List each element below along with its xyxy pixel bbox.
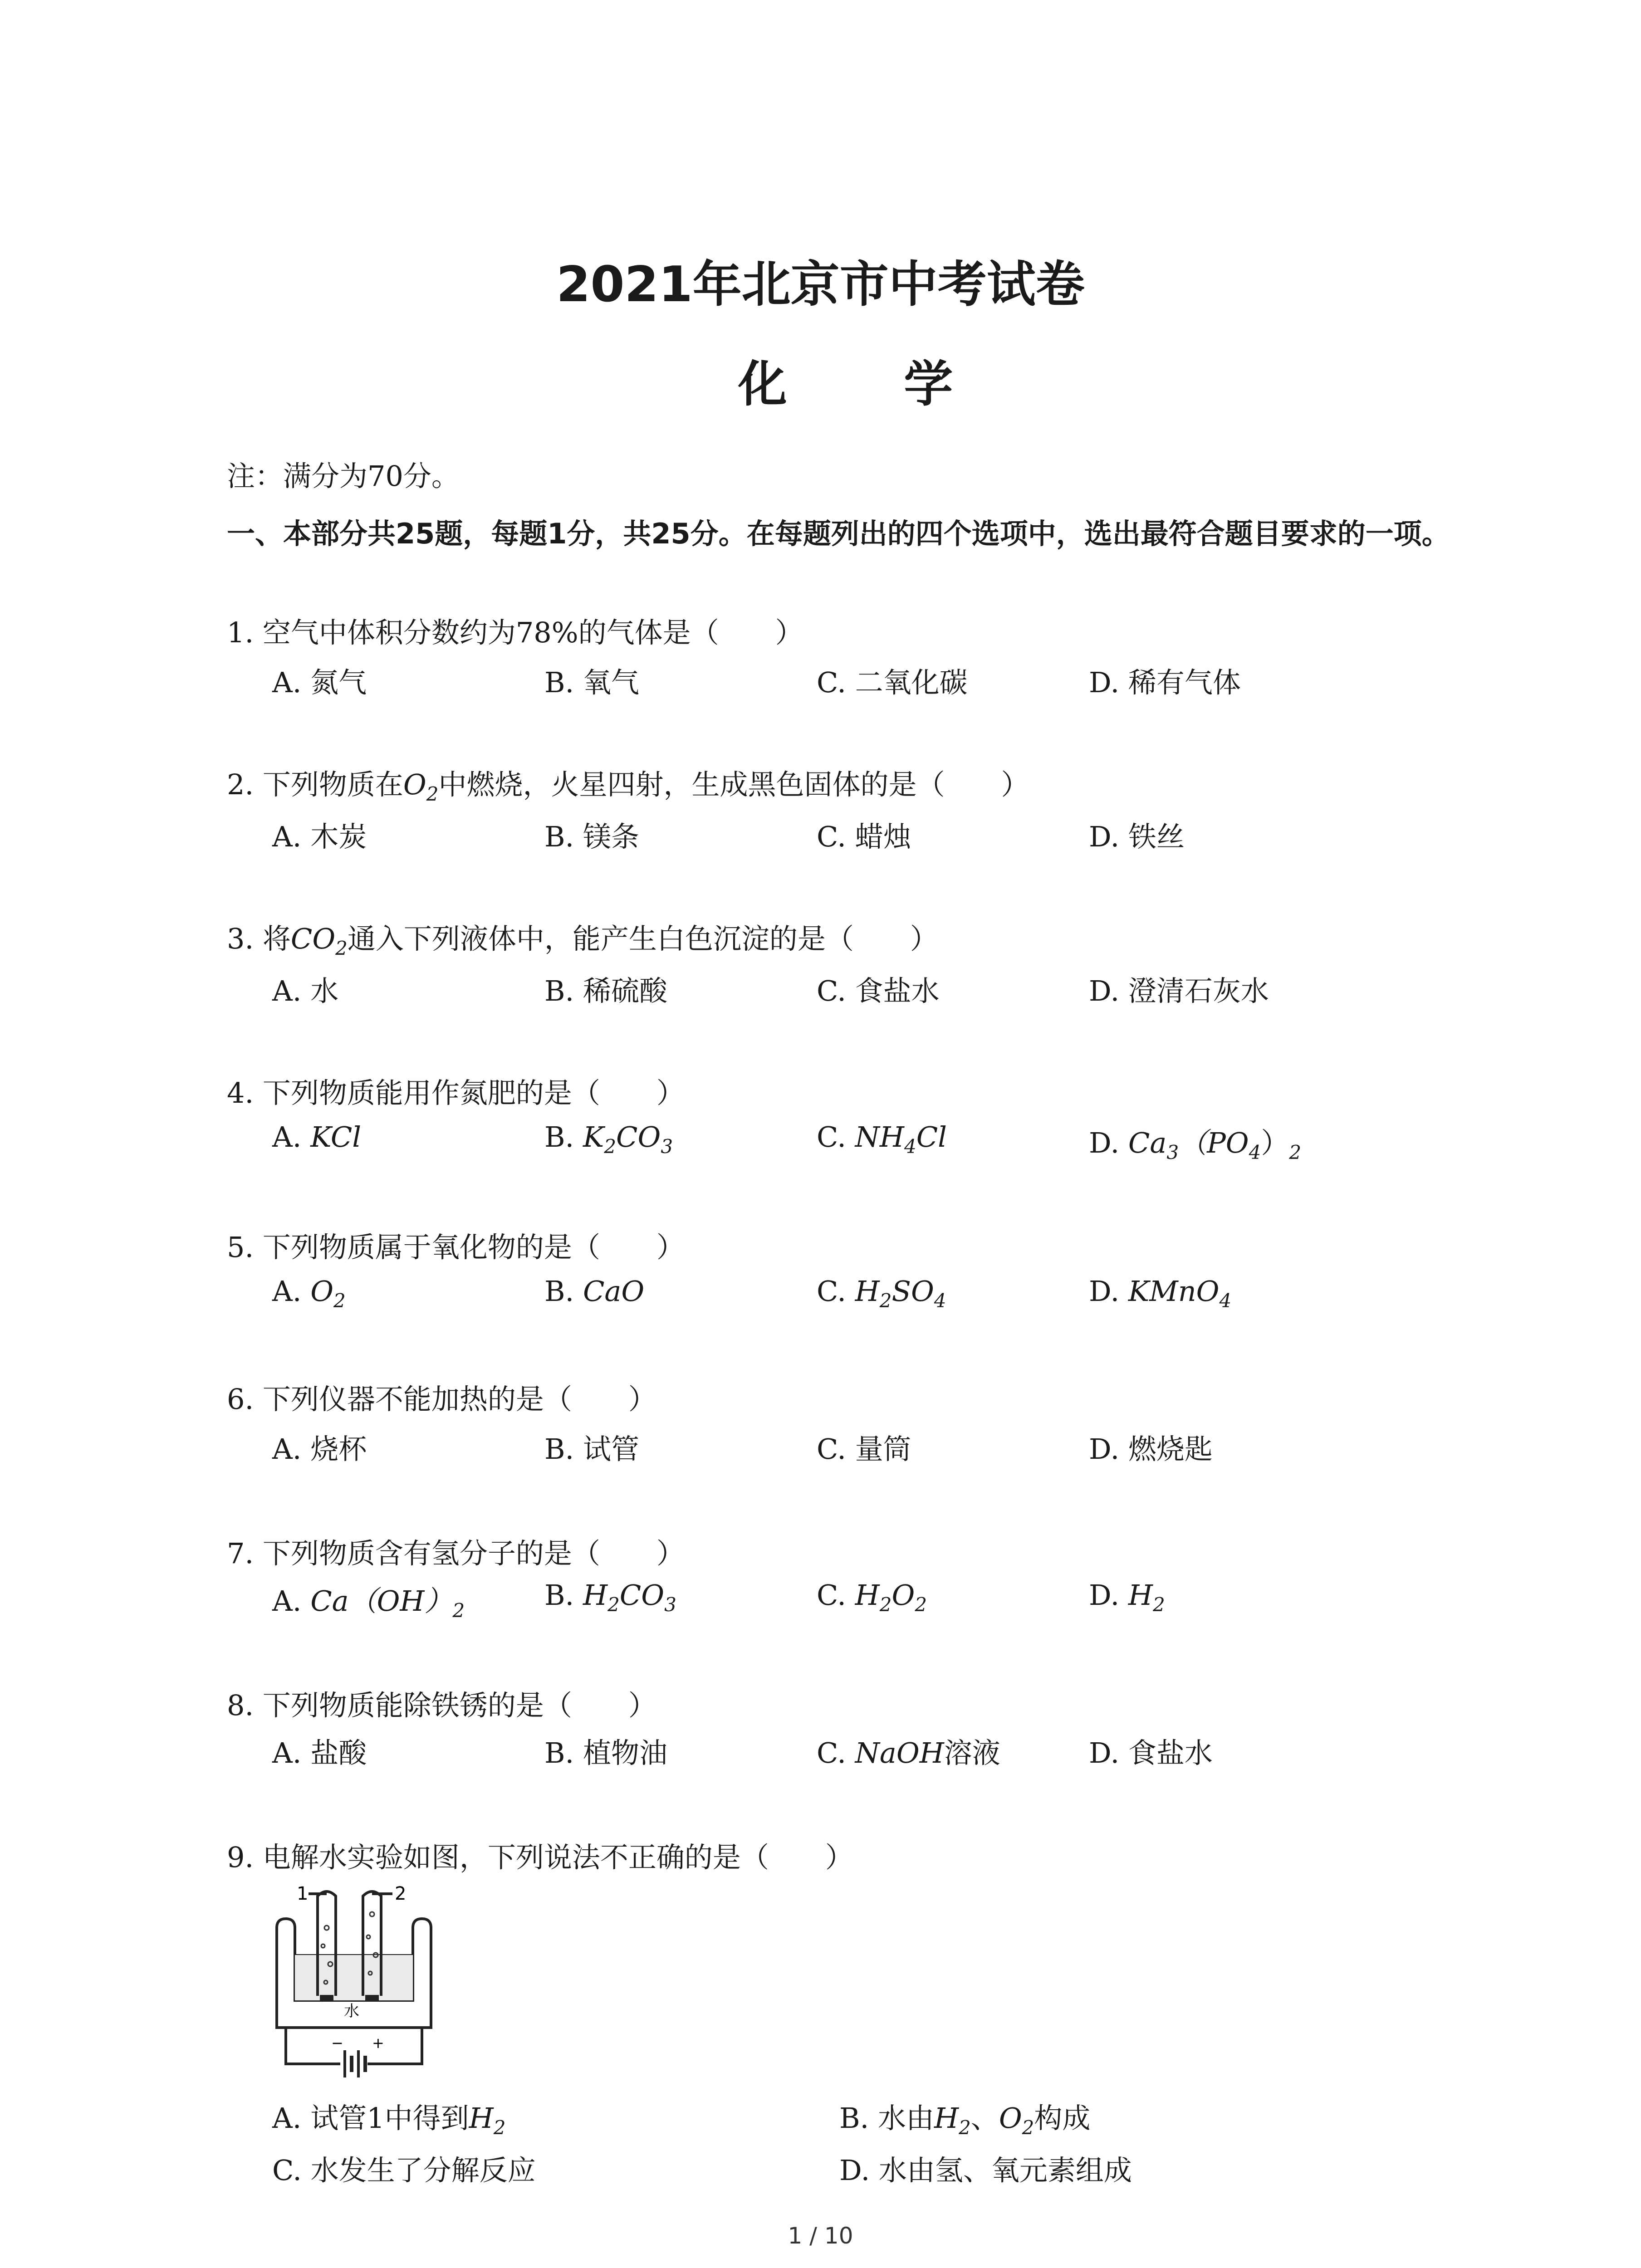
question-2-stem: 2. 下列物质在$O_2$中燃烧，火星四射，生成黑色固体的是（ ）: [227, 768, 1029, 805]
q4-option-c: C. $NH_4Cl$: [817, 1120, 947, 1158]
q9-option-c: C. 水发生了分解反应: [272, 2154, 536, 2187]
question-4-stem: 4. 下列物质能用作氮肥的是（ ）: [227, 1076, 685, 1110]
question-7-stem: 7. 下列物质含有氢分子的是（ ）: [227, 1537, 685, 1570]
cathode-electrode: [320, 1995, 333, 2000]
q6-option-a: A. 烧杯: [272, 1432, 367, 1466]
q9-option-b: B. 水由$H_2$、$O_2$构成: [839, 2102, 1091, 2139]
q7-option-a: A. $Ca(OH)_2$: [272, 1584, 465, 1622]
q1-option-b: B. 氧气: [544, 666, 639, 699]
q3-option-a: A. 水: [272, 974, 339, 1007]
q8-option-b: B. 植物油: [544, 1736, 667, 1769]
q4-option-b: B. $K_2CO_3$: [544, 1120, 673, 1158]
q3-option-c: C. 食盐水: [817, 974, 940, 1007]
q6-option-c: C. 量筒: [817, 1432, 911, 1466]
q5-option-d: D. KMnO$_4$: [1089, 1275, 1232, 1312]
anode-electrode: [365, 1995, 379, 2000]
question-9-stem: 9. 电解水实验如图，下列说法不正确的是（ ）: [227, 1841, 853, 1874]
q1-option-d: D. 稀有气体: [1089, 666, 1241, 699]
q5-option-b: B. CaO: [544, 1275, 645, 1308]
negative-terminal-label: −: [331, 2034, 343, 2052]
question-8-stem: 8. 下列物质能除铁锈的是（ ）: [227, 1689, 656, 1722]
tube-1-label: 1: [297, 1883, 309, 1904]
page-title: 2021年北京市中考试卷: [556, 256, 1085, 313]
section-instructions: 一、本部分共25题，每题1分，共25分。在每题列出的四个选项中，选出最符合题目要求的一项。: [227, 517, 1450, 550]
question-3-stem: 3. 将$CO_2$通入下列液体中，能产生白色沉淀的是（ ）: [227, 922, 938, 959]
q3-option-d: D. 澄清石灰水: [1089, 974, 1269, 1007]
q1-option-c: C. 二氧化碳: [817, 666, 968, 699]
q4-option-d: D. $Ca_3(PO_4)_2$: [1089, 1126, 1302, 1163]
q2-option-c: C. 蜡烛: [817, 820, 911, 853]
q9-option-d: D. 水由氢、氧元素组成: [839, 2154, 1132, 2187]
q2-option-b: B. 镁条: [544, 820, 639, 853]
page-number: 1 / 10: [788, 2223, 853, 2249]
q7-option-b: B. $H_2CO_3$: [544, 1579, 676, 1616]
tube-2-label: 2: [395, 1883, 407, 1904]
electrolysis-apparatus-figure: [263, 1878, 445, 2077]
q1-option-a: A. 氮气: [272, 666, 367, 699]
water-label: 水: [344, 2002, 359, 2020]
q7-option-d: D. $H_2$: [1089, 1579, 1165, 1616]
q6-option-b: B. 试管: [544, 1432, 639, 1466]
q7-option-c: C. $H_2O_2$: [817, 1579, 927, 1616]
q2-option-d: D. 铁丝: [1089, 820, 1185, 853]
score-note: 注：满分为70分。: [227, 459, 460, 493]
q3-option-b: B. 稀硫酸: [544, 974, 667, 1007]
positive-terminal-label: +: [372, 2034, 384, 2052]
water: [295, 1955, 413, 2000]
q8-option-d: D. 食盐水: [1089, 1736, 1213, 1769]
q4-option-a: A. KCl: [272, 1120, 362, 1154]
q8-option-c: C. NaOH溶液: [817, 1736, 1000, 1769]
subject-title: 化 学: [738, 356, 1003, 413]
question-1-stem: 1. 空气中体积分数约为78%的气体是（ ）: [227, 616, 803, 649]
q8-option-a: A. 盐酸: [272, 1736, 367, 1769]
question-6-stem: 6. 下列仪器不能加热的是（ ）: [227, 1383, 656, 1416]
question-5-stem: 5. 下列物质属于氧化物的是（ ）: [227, 1231, 685, 1264]
q5-option-a: A. $O_2$: [272, 1275, 346, 1312]
q2-option-a: A. 木炭: [272, 820, 367, 853]
q6-option-d: D. 燃烧匙: [1089, 1432, 1213, 1466]
q5-option-c: C. $H_2SO_4$: [817, 1275, 946, 1312]
q9-option-a: A. 试管1中得到$H_2$: [272, 2102, 506, 2139]
